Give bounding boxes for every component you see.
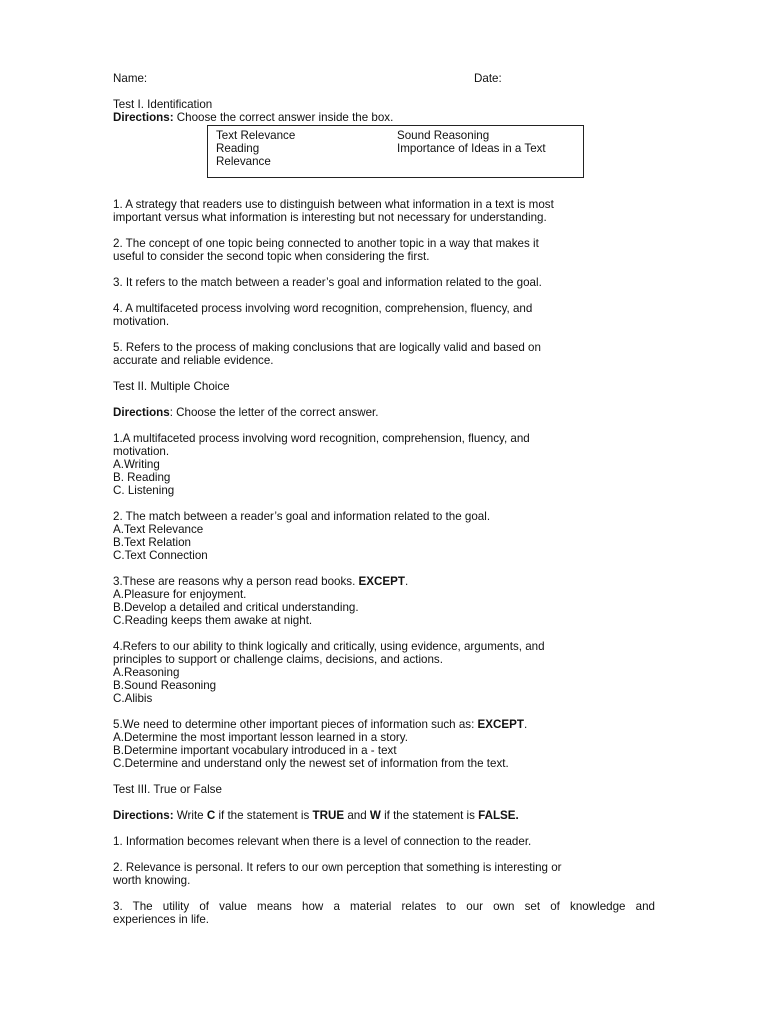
test3-item-3-line1: 3. The utility of value means how a material relates to our own set of knowledge and — [113, 900, 655, 913]
test3-dir-c: C — [206, 809, 216, 822]
test2-q4-option-b: B.Sound Reasoning — [113, 679, 217, 692]
test3-dir-false: FALSE. — [478, 809, 519, 822]
choice-relevance: Relevance — [216, 155, 271, 168]
test2-q2-line1: 2. The match between a reader’s goal and information related to the goal. — [113, 510, 491, 523]
test3-dir-text4: if the statement is — [380, 809, 479, 822]
test1-item-2-line2: useful to consider the second topic when considering the first. — [113, 250, 430, 263]
test2-q1-line1: 1.A multifaceted process involving word recognition, comprehension, fluency, and — [113, 432, 530, 445]
test2-question-1 — [113, 432, 655, 497]
test1-item-2-line1: 2. The concept of one topic being connected to another topic in a way that makes it — [113, 237, 539, 250]
test3-dir-text1: Write — [173, 809, 207, 822]
test1-item-3 — [113, 276, 655, 289]
test2-q1-option-b: B. Reading — [113, 471, 171, 484]
choice-text-relevance: Text Relevance — [216, 129, 296, 142]
test3-directions-label: Directions: — [113, 809, 174, 822]
test3-title: Test III. True or False — [113, 783, 222, 796]
test2-q5-period: . — [523, 718, 528, 731]
test2-q1-option-c: C. Listening — [113, 484, 175, 497]
test2-q5-stem-text: 5.We need to determine other important pieces of information such as: — [113, 718, 478, 731]
test3-item-3 — [113, 900, 655, 926]
worksheet — [113, 72, 655, 939]
test1-item-3-line1: 3. It refers to the match between a reader’s goal and information related to the goal. — [113, 276, 542, 289]
test1-item-1-line2: important versus what information is interesting but not necessary for understanding. — [113, 211, 547, 224]
date-label: Date: — [474, 72, 502, 85]
test2-title: Test II. Multiple Choice — [113, 380, 230, 393]
test1-directions-text: Choose the correct answer inside the box. — [173, 111, 394, 124]
test3-dir-text2: if the statement is — [215, 809, 313, 822]
test2-directions — [113, 406, 655, 419]
test3-item-1 — [113, 835, 655, 848]
choice-importance-of-ideas: Importance of Ideas in a Text — [397, 142, 546, 155]
test2-question-5 — [113, 718, 655, 770]
test2-q5-except: EXCEPT — [477, 718, 524, 731]
answer-choices-box — [207, 125, 584, 178]
test3-item-2-line1: 2. Relevance is personal. It refers to our own perception that something is interesting or — [113, 861, 562, 874]
test2-q5-option-b: B.Determine important vocabulary introduced in a - text — [113, 744, 397, 757]
test1-item-4 — [113, 302, 655, 328]
test2-q2-option-a: A.Text Relevance — [113, 523, 204, 536]
choice-sound-reasoning: Sound Reasoning — [397, 129, 490, 142]
test2-q5-stem — [113, 718, 655, 731]
test1-item-2 — [113, 237, 655, 263]
test2-q3-period: . — [404, 575, 409, 588]
test2-q4-option-a: A.Reasoning — [113, 666, 180, 679]
test3-directions — [113, 809, 655, 822]
test1-item-1-line1: 1. A strategy that readers use to distinguish between what information in a text is most — [113, 198, 554, 211]
test2-q3-option-b: B.Develop a detailed and critical understanding. — [113, 601, 359, 614]
test3-item-2 — [113, 861, 655, 887]
test1-directions — [113, 111, 655, 124]
answer-choices-col1 — [216, 129, 386, 168]
name-label: Name: — [113, 72, 148, 85]
test2-directions-label: Directions — [113, 406, 170, 419]
test2-q3-option-c: C.Reading keeps them awake at night. — [113, 614, 313, 627]
answer-choices-col2 — [397, 129, 582, 155]
test1-item-5 — [113, 341, 655, 367]
test2-q3-stem — [113, 575, 655, 588]
test3-dir-true: TRUE — [312, 809, 345, 822]
test2-question-2 — [113, 510, 655, 562]
test1-directions-label: Directions: — [113, 111, 174, 124]
choice-reading: Reading — [216, 142, 260, 155]
test2-q3-except: EXCEPT — [358, 575, 405, 588]
test1-item-5-line1: 5. Refers to the process of making conclusions that are logically valid and based on — [113, 341, 541, 354]
test3-dir-text3: and — [344, 809, 370, 822]
test2-directions-text: : Choose the letter of the correct answer. — [169, 406, 379, 419]
test2-q5-option-a: A.Determine the most important lesson learned in a story. — [113, 731, 408, 744]
test3-item-2-line2: worth knowing. — [113, 874, 191, 887]
test3-item-3-line2: experiences in life. — [113, 913, 210, 926]
test2-question-3 — [113, 575, 655, 627]
test1-title: Test I. Identification — [113, 98, 213, 111]
test1-item-5-line2: accurate and reliable evidence. — [113, 354, 274, 367]
test2-q3-option-a: A.Pleasure for enjoyment. — [113, 588, 247, 601]
test2-q4-option-c: C.Alibis — [113, 692, 153, 705]
name-date-row — [113, 72, 655, 85]
test2-q2-option-b: B.Text Relation — [113, 536, 191, 549]
test1-item-4-line2: motivation. — [113, 315, 170, 328]
test3-dir-w: W — [369, 809, 381, 822]
test2-q4-line1: 4.Refers to our ability to think logically and critically, using evidence, arguments, and — [113, 640, 545, 653]
test2-q1-option-a: A.Writing — [113, 458, 160, 471]
test3-item-1-line1: 1. Information becomes relevant when there is a level of connection to the reader. — [113, 835, 532, 848]
test2-q1-line2: motivation. — [113, 445, 170, 458]
test2-q4-line2: principles to support or challenge claims, decisions, and actions. — [113, 653, 443, 666]
test1-item-4-line1: 4. A multifaceted process involving word recognition, comprehension, fluency, and — [113, 302, 533, 315]
test2-question-4 — [113, 640, 655, 705]
test2-q3-stem-text: 3.These are reasons why a person read books. — [113, 575, 359, 588]
test2-q5-option-c: C.Determine and understand only the newest set of information from the text. — [113, 757, 509, 770]
test2-q2-option-c: C.Text Connection — [113, 549, 208, 562]
test1-item-1 — [113, 198, 655, 224]
